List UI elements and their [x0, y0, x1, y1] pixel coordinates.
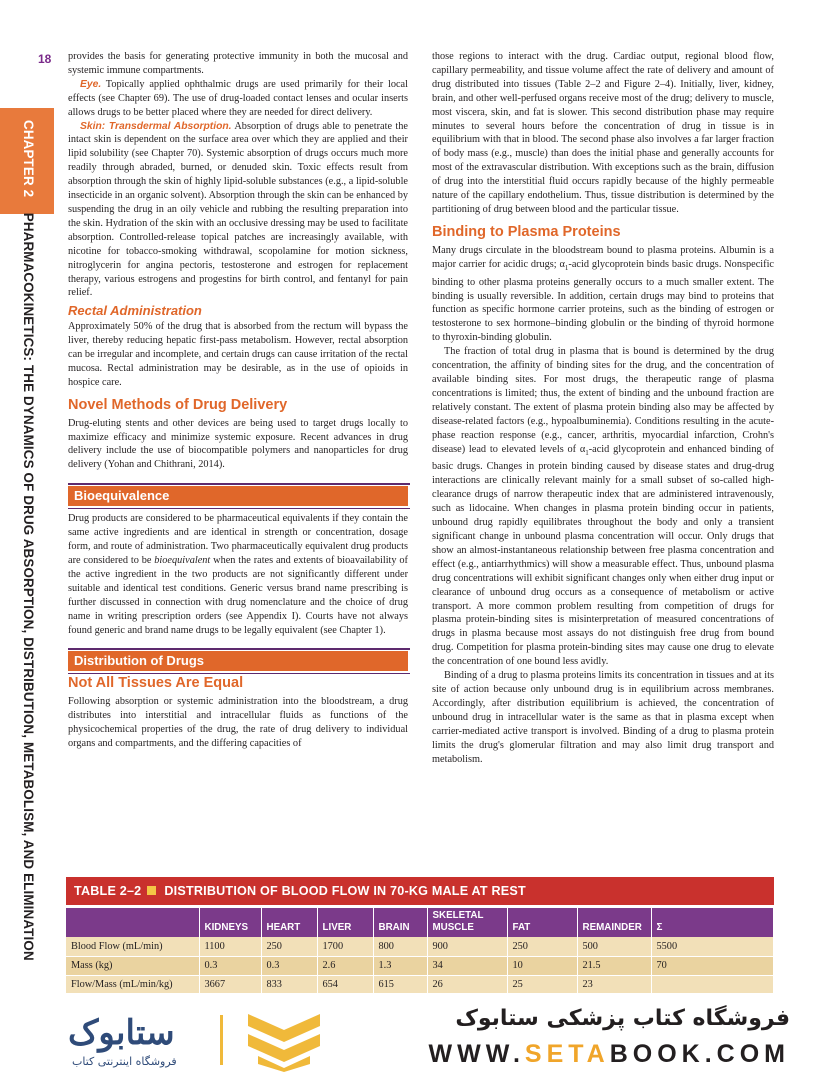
novel-methods-text: Drug-eluting stents and other devices are being used to target drugs locally to maximize efficacy and minimize systemic exposure. Recent advances in drug delivery include the use of biocompatible polymers and nanoparticles for drug delivery (Yohan and Chithrani, 2014). — [68, 417, 408, 471]
table-header-cell: REMAINDER — [577, 907, 651, 938]
table-cell: 0.3 — [261, 956, 317, 975]
logo-divider — [220, 1015, 223, 1065]
table-cell: Flow/Mass (mL/min/kg) — [66, 975, 199, 993]
binding-p1-a: Many drugs circulate in the bloodstream bound to plasma proteins. Albumin is a major carrier for acidic drugs; α — [432, 244, 774, 270]
table-header-cell: Σ — [651, 907, 774, 938]
table-header-cell: SKELETAL MUSCLE — [427, 907, 507, 938]
paragraph-distribution-cont: those regions to interact with the drug. Cardiac output, regional blood flow, capillary permeability, and tissue volume affect the rate of delivery and amount of drug distributed into tissues (Table 2–2 and Figure 2–4). Initially, liver, kidney, brain, and other well-perfused organs receive most of the drug; delivery to muscle, most viscera, skin, and fat is slower. This second distribution phase may require minutes to several hours before the concentration of drug in tissue is in equilibrium with that in blood. The second phase also involves a far larger fraction of body mass (e.g., muscle) than does the initial phase and generally accounts for most of the extravascular distribution. With exceptions such as the brain, diffusion of drug into the interstitial fluid occurs rapidly because of the highly permeable nature of the capillary endothelium. Thus, tissue distribution is determined by the partitioning of drug between blood and the particular tissue. — [432, 51, 774, 215]
store-url-prefix: WWW. — [428, 1040, 525, 1068]
paragraph-eye — [68, 78, 408, 120]
table-cell: Mass (kg) — [66, 956, 199, 975]
table-header-cell: HEART — [261, 907, 317, 938]
table-cell: 1700 — [317, 937, 373, 956]
table-title-bar — [66, 877, 774, 905]
left-column — [68, 50, 408, 751]
bioequivalence-heading: Bioequivalence — [68, 486, 408, 506]
binding-p2-sub: 1 — [585, 448, 589, 457]
not-all-tissues-text: Following absorption or systemic administration into the bloodstream, a drug distributes into interstitial and intracellular fluids as functions of the physicochemical properties of the drug, the rate of drug delivery to individual organs and compartments, and the differing capacities of — [68, 696, 408, 750]
binding-paragraph-1 — [432, 244, 774, 345]
table-cell: 10 — [507, 956, 577, 975]
table-cell: 615 — [373, 975, 427, 993]
table-blood-flow — [66, 877, 774, 993]
store-logo: ستابوک — [68, 1014, 175, 1052]
table-cell: 26 — [427, 975, 507, 993]
table-cell: 21.5 — [577, 956, 651, 975]
chevron-logo-icon — [244, 1008, 324, 1072]
table-cell: 654 — [317, 975, 373, 993]
chevron-top-icon — [248, 1014, 320, 1042]
bioequivalence-text-a: Drug products are considered to be pharmaceutical equivalents if they contain the same active ingredients and are identical in strength or concentration, dosage form, and route of administration. Two pharmaceutically equivalent drug products are considered to be — [68, 513, 408, 566]
binding-p1-sub: 1 — [564, 263, 569, 272]
novel-methods-heading: Novel Methods of Drug Delivery — [68, 396, 288, 413]
binding-paragraph-2 — [432, 345, 774, 669]
store-url-highlight: SETA — [524, 1040, 610, 1068]
table-cell: 900 — [427, 937, 507, 956]
table-cell: 3667 — [199, 975, 261, 993]
table-row — [66, 975, 774, 993]
table-row — [66, 937, 774, 956]
rectal-heading: Rectal Administration — [68, 303, 202, 319]
not-all-tissues-heading: Not All Tissues Are Equal — [68, 675, 244, 692]
running-chapter-title — [14, 120, 42, 961]
binding-p2-a: The fraction of total drug in plasma that is bound is determined by the drug concentration, the affinity of binding sites for the drug, and the concentration of available binding sites. For most drugs, the therapeutic range of plasma concentrations is limited; thus, the extent of binding and the unbound fraction are relatively constant. The extent of plasma protein binding also may be affected by disease-related factors (e.g., hypoalbuminemia). Conditions resulting in the acute-phase reaction response (e.g., cancer, arthritis, myocardial infarction, Crohn's disease) lead to elevated levels of α — [432, 346, 774, 455]
binding-heading: Binding to Plasma Proteins — [432, 223, 621, 240]
chapter-title: PHARMACOKINETICS: THE DYNAMICS OF DRUG ABSORPTION, DISTRIBUTION, METABOLISM, AND ELIMINATION — [21, 212, 36, 961]
table-cell: 0.3 — [199, 956, 261, 975]
bioequivalence-text-b: when the rates and extents of bioavailability of the active ingredient in the two products are not significantly different under suitable and identical test conditions. Generic versus brand name prescribing is further discussed in connection with drug nomenclature and the choice of drug name in writing prescription orders (see Appendix I). Courts have not always found generic and brand name drugs to be legally equivalent (see Chapter 1). — [68, 555, 408, 636]
skin-heading: Skin: Transdermal Absorption. — [80, 120, 232, 132]
store-logo-subtitle: فروشگاه اینترنتی کتاب — [72, 1055, 177, 1068]
table-row — [66, 956, 774, 975]
table-cell: 25 — [507, 975, 577, 993]
table-cell: 800 — [373, 937, 427, 956]
binding-paragraph-3: Binding of a drug to plasma proteins limits its concentration in tissues and at its site of action because only unbound drug is in equilibrium across membranes. Accordingly, after distribution equilibrium is achieved, the concentration of unbound drug in intracellular water is the same as that in plasma except when carrier-mediated active transport is involved. Binding of a drug to plasma protein limits the drug's glomerular filtration and may also limit drug transport and metabolism. — [432, 670, 774, 765]
table-subtitle: DISTRIBUTION OF BLOOD FLOW IN 70-KG MALE AT REST — [164, 884, 526, 898]
table-cell: 250 — [261, 937, 317, 956]
rectal-text: Approximately 50% of the drug that is absorbed from the rectum will bypass the liver, thereby reducing hepatic first-pass metabolism. However, rectal absorption can be irregular and incomplete, and certain drugs can cause irritation of the rectal mucosa. Rectal administration may be desirable, as in the use of opioids in hospice care. — [68, 321, 408, 388]
table-cell: 5500 — [651, 937, 774, 956]
table-cell: 2.6 — [317, 956, 373, 975]
distribution-heading: Distribution of Drugs — [68, 651, 408, 671]
table-cell: 1.3 — [373, 956, 427, 975]
table-cell: Blood Flow (mL/min) — [66, 937, 199, 956]
table-cell: 34 — [427, 956, 507, 975]
table-header-row — [66, 907, 774, 938]
skin-text: Absorption of drugs able to penetrate the intact skin is dependent on the surface area over which they are applied and their lipid solubility (see Chapter 70). Systemic absorption of drugs occurs much more readily through abraded, burned, or denuded skin. Toxic effects result from absorption through the skin of highly lipid-soluble substances (e.g., a lipid-soluble insecticide in an organic solvent). Absorption through the skin can be enhanced by suspending the drug in an oily vehicle and rubbing the resulting preparation into the skin. Hydration of the skin with an occlusive dressing may be used to facilitate absorption. Controlled-release topical patches are increasingly available, with nicotine for tobacco-smoking withdrawal, scopolamine for motion sickness, nitroglycerin for angina pectoris, testosterone and estrogen for replacement therapy, various estrogens and progestins for birth control, and fentanyl for pain relief. — [68, 120, 409, 299]
table-header-cell: BRAIN — [373, 907, 427, 938]
table-square-icon — [147, 886, 156, 895]
table-cell: 250 — [507, 937, 577, 956]
binding-p1-b: -acid glycoprotein binds basic drugs. Nonspecific binding to other plasma proteins generally occurs to a much smaller extent. The binding is usually reversible. In addition, certain drugs may bind to proteins that function as specific hormone carrier proteins, such as the binding of estrogen or testosterone to sex hormone–binding globulin or the binding of thyroid hormone to thyroxin-binding globulin. — [432, 258, 774, 344]
store-name: فروشگاه کتاب پزشکی ستابوک — [455, 1006, 790, 1031]
chapter-label: CHAPTER 2 — [21, 120, 36, 198]
binding-p2-b: -acid glycoprotein and enhanced binding of basic drugs. Changes in protein binding caused by disease states and drug-drug interactions are clinically relevant mainly for a small subset of so-called high-clearance drugs of narrow therapeutic index that are administered intravenously, such as lidocaine. When changes in plasma protein binding occur in patients, unbound drug rapidly equilibrates throughout the body and only a transient significant change in unbound plasma concentration will occur. Only drugs that show an almost-instantaneous relationship between free plasma concentration and effect (e.g., antiarrhythmics) will show a measurable effect. Thus, unbound plasma drug concentrations will exhibit significant changes only when either drug input or clearance of unbound drug occurs as a consequence of metabolism or active transport. A more common problem resulting from competition of drugs for plasma protein-binding sites is misinterpretation of measured concentrations of drugs in plasma because most assays do not distinguish free drug from bound drug. Competition for plasma protein-binding sites may cause one drug to elevate the concentration of one bound less avidly. — [432, 443, 774, 668]
store-url-suffix: BOOK.COM — [609, 1040, 790, 1068]
eye-text: Topically applied ophthalmic drugs are used primarily for their local effects (see Chapter 69). The use of drug-loaded contact lenses and ocular inserts allows drugs to be better placed where they are needed for direct delivery. — [68, 78, 408, 118]
blood-flow-table — [66, 905, 774, 993]
eye-heading: Eye. — [80, 78, 102, 90]
table-cell: 500 — [577, 937, 651, 956]
bioequivalence-text — [68, 512, 408, 637]
table-header-cell: LIVER — [317, 907, 373, 938]
table-header-cell: KIDNEYS — [199, 907, 261, 938]
table-cell: 23 — [577, 975, 651, 993]
table-header-cell — [66, 907, 199, 938]
table-cell: 1100 — [199, 937, 261, 956]
table-cell: 833 — [261, 975, 317, 993]
table-header-cell: FAT — [507, 907, 577, 938]
table-number: TABLE 2–2 — [74, 884, 142, 898]
right-column — [432, 50, 774, 766]
table-cell: 70 — [651, 956, 774, 975]
store-url — [429, 1040, 790, 1069]
page-number: 18 — [38, 52, 52, 66]
bioequivalent-term: bioequivalent — [154, 555, 211, 566]
paragraph-skin — [68, 120, 408, 301]
table-cell — [651, 975, 774, 993]
paragraph-intro: provides the basis for generating protective immunity in both the mucosal and systemic immune compartments. — [68, 51, 408, 76]
